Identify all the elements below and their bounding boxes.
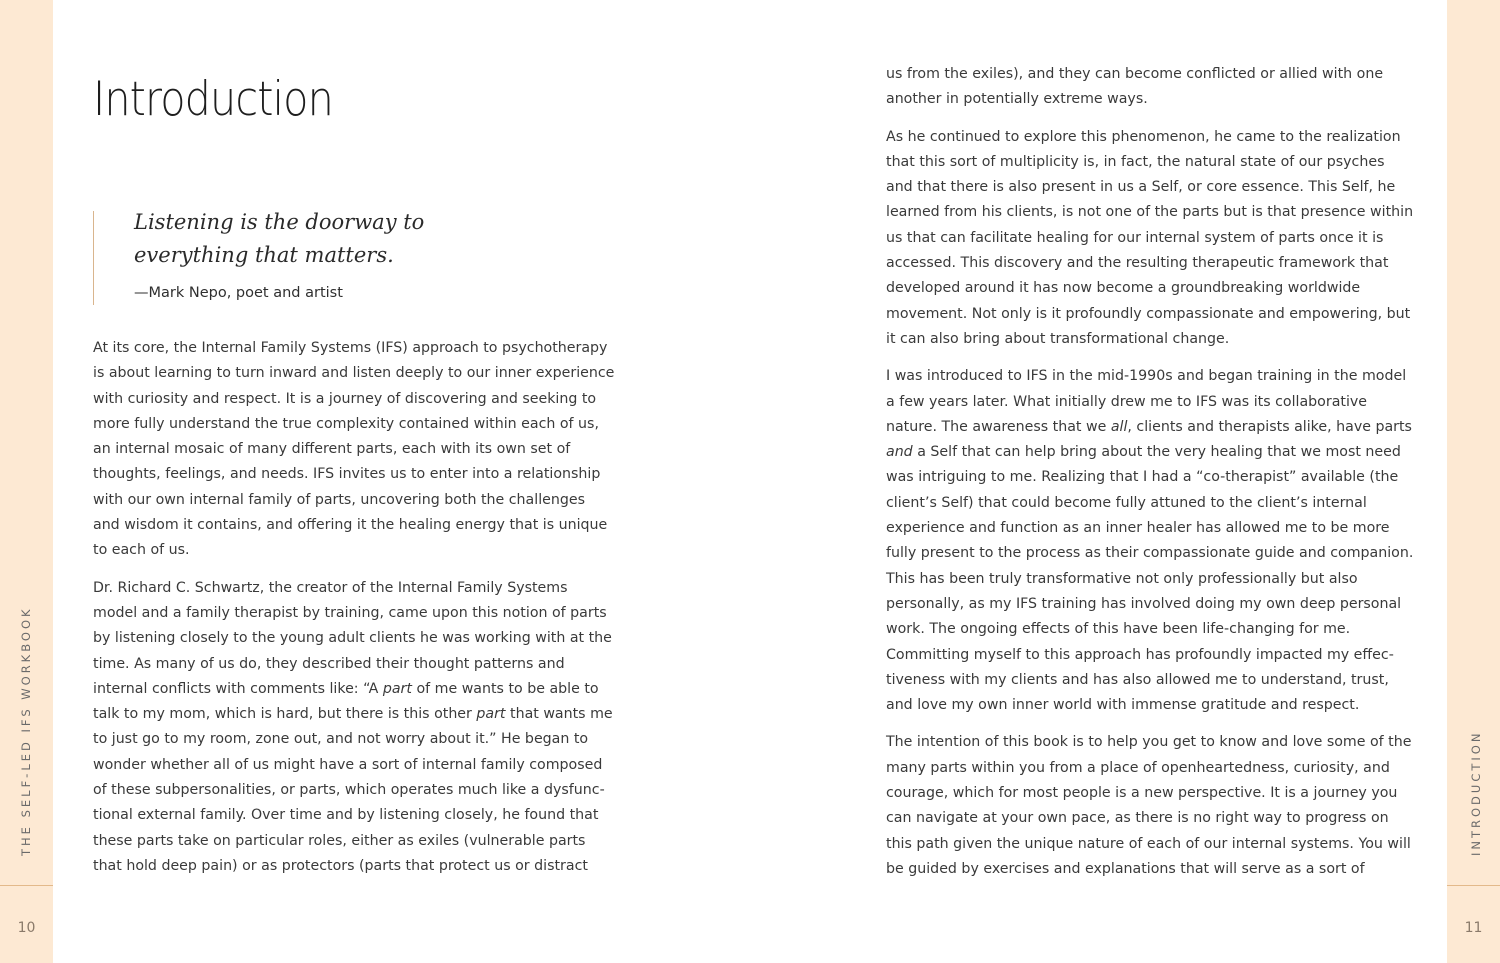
left-running-head: THE SELF-LED IFS WORKBOOK bbox=[19, 606, 33, 856]
body-paragraph: The intention of this book is to help you get to know and love some of the many parts within you from a place of openheartedness, curiosity, and courage, which for most people is a new perspective. It is a journey you can navigate at your own pace, as there is no right way to progress on this path given the unique nature of each of our internal systems. You will be guided by exercises and explanations that will serve as a sort of bbox=[886, 734, 1412, 877]
epigraph-rule bbox=[93, 211, 94, 305]
body-paragraph: As he continued to explore this phenomenon, he came to the realization that this sort of multiplicity is, in fact, the natural state of our psyches and that there is also present in us a Self, or core essence. This Self, he learned from his clients, is not one of the parts but is that presence within us that can facilitate healing for our internal system of parts once it is accessed. This discovery and the resulting therapeutic framework that developed around it has now become a groundbreaking worldwide movement. Not only is it profoundly compassionate and empowering, but it can also bring about transformational change. bbox=[886, 128, 1414, 347]
body-paragraph: At its core, the Internal Family Systems (IFS) approach to psychotherapy is about learning to turn inward and listen deeply to our inner experience with curiosity and respect. It is a journey of discovering and seeking to more fully understand the true complexity contained within each of us, an internal mosaic of many different parts, each with its own set of thoughts, feelings, and needs. IFS invites us to enter into a relationship with our own internal family of parts, uncovering both the challenges and wisdom it contains, and offering it the healing energy that is unique to each of us. bbox=[93, 340, 615, 559]
right-body-column bbox=[886, 62, 1414, 894]
epigraph-attribution: —Mark Nepo, poet and artist bbox=[134, 285, 343, 301]
emphasis-text: all bbox=[1110, 418, 1128, 435]
right-band-rule bbox=[1447, 885, 1500, 886]
left-band-rule bbox=[0, 885, 53, 886]
body-paragraph bbox=[93, 576, 615, 880]
text-run: that wants me to just go to my room, zone out, and not worry about it.” He began to wonder whether all of us might have a sort of internal family composed of these subpersonalities, or parts, which operates much like a dysfunctional external family. Over time and by listening closely, he found that these parts take on particular roles, either as exiles (vulnerable parts that hold deep pain) or as protectors (parts that protect us or distract bbox=[93, 706, 613, 874]
left-body-column bbox=[93, 336, 615, 891]
text-run: , clients and therapists alike, have parts bbox=[1127, 418, 1412, 435]
epigraph-quote: Listening is the doorway to everything that matters. bbox=[134, 210, 425, 267]
text-run: I was introduced to IFS in the mid-1990s and began training in the model a few years later. What initially drew me to IFS was its collaborative nature. The awareness that we bbox=[886, 368, 1407, 435]
page-title: Introduction bbox=[93, 72, 333, 127]
text-run: of me wants to be able to talk to my mom, which is hard, but there is this other bbox=[93, 680, 599, 723]
right-running-head: INTRODUCTION bbox=[1469, 730, 1483, 856]
emphasis-text: and bbox=[886, 444, 913, 461]
text-run: Dr. Richard C. Schwartz, the creator of the Internal Family Systems model and a family therapist by training, came upon this notion of parts by listening closely to the young adult clients he was working with at the time. As many of us do, they described their thought patterns and internal conflicts with comments like: “A bbox=[93, 579, 612, 697]
body-paragraph: us from the exiles), and they can become conflicted or allied with one another in potentially extreme ways. bbox=[886, 66, 1384, 108]
text-run: a Self that can help bring about the very healing that we most need was intriguing to me. Realizing that I had a “co-therapist” available (the client’s Self) that could become fully attuned to the client’s internal experience and function as an inner healer has allowed me to be more fully present to the process as their compassionate guide and companion. This has been truly transformative not only professionally but also personally, as my IFS training has involved doing my own deep personal work. The ongoing effects of this have been life-changing for me. Committing myself to this approach has profoundly impacted my effectiveness with my clients and has also allowed me to understand, trust, and love my own inner world with immense gratitude and respect. bbox=[886, 444, 1414, 714]
emphasis-text: part bbox=[476, 706, 506, 723]
body-paragraph bbox=[886, 364, 1414, 718]
right-page-number: 11 bbox=[1464, 920, 1483, 936]
emphasis-text: part bbox=[382, 680, 412, 697]
left-page-number: 10 bbox=[17, 920, 36, 936]
